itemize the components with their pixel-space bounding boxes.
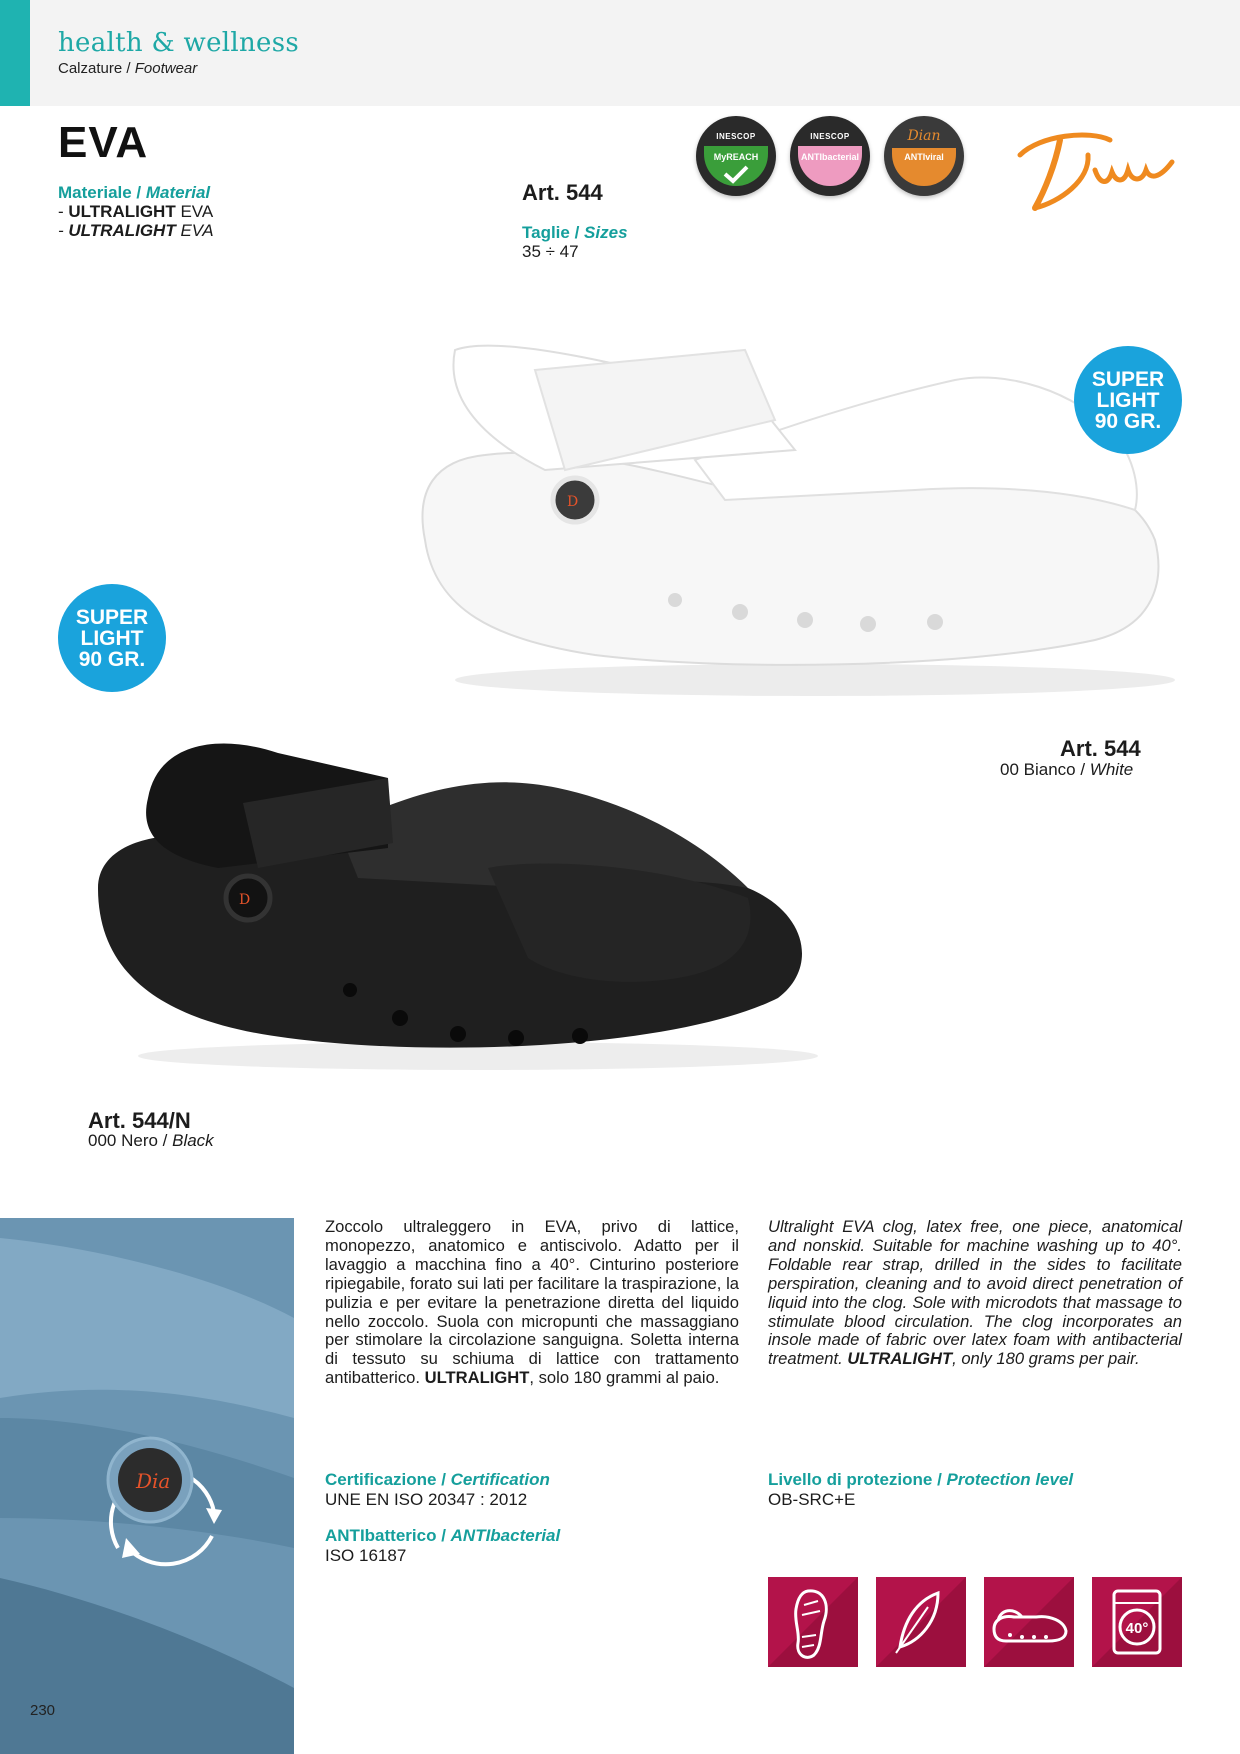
feather-light-icon	[876, 1577, 966, 1667]
black-color: 000 Nero / Black	[88, 1131, 214, 1150]
brand-line: health & wellness	[58, 28, 300, 58]
certification-label: Certificazione / Certification	[325, 1470, 550, 1489]
svg-text:Dia: Dia	[136, 1469, 171, 1493]
antibacterial-value: ISO 16187	[325, 1546, 407, 1565]
description-italian: Zoccolo ultraleggero in EVA, privo di lattice, monopezzo, anatomico e antiscivolo. Adatto per il lavaggio a macchina fino a 40°. Cinturino posteriore ripiegabile, forato sui lati per facilitare la traspirazione, la pulizia e per evitare la penetrazione diretta del liquido nello zoccolo. Suola con micropunti che massaggiano per stimolare la circolazione sanguigna. Soletta interna di tessuto su schiuma di lattice con trattamento antibatterico. ULTRALIGHT, solo 180 grammi al paio.	[325, 1217, 739, 1388]
protection-value: OB-SRC+E	[768, 1490, 856, 1509]
protection-label: Livello di protezione / Protection level	[768, 1470, 1074, 1489]
strap-detail-image	[0, 1218, 294, 1754]
antibacterial-label: ANTIbatterico / ANTIbacterial	[325, 1526, 561, 1545]
super-light-badge: SUPER LIGHT 90 GR.	[1074, 346, 1182, 454]
white-clog-image	[395, 340, 1185, 700]
black-clog-image	[58, 738, 828, 1078]
washing-machine-40-icon	[1092, 1577, 1182, 1667]
foldable-strap-icon	[984, 1577, 1074, 1667]
article-number: Art. 544	[522, 180, 603, 205]
section-tab	[0, 0, 30, 106]
white-color: 00 Bianco / White	[1000, 760, 1134, 779]
black-article: Art. 544/N	[88, 1108, 191, 1133]
certification-value: UNE EN ISO 20347 : 2012	[325, 1490, 528, 1509]
dian-logo	[1000, 110, 1180, 220]
product-title: EVA	[58, 118, 149, 167]
svg-text:D: D	[567, 494, 579, 510]
inescop-antibacterial-badge: INESCOP ANTIbacterial	[790, 116, 870, 196]
sole-grip-icon	[768, 1577, 858, 1667]
sizes-value: 35 ÷ 47	[522, 242, 579, 261]
white-article: Art. 544	[1060, 736, 1141, 761]
check-icon	[722, 164, 750, 184]
description-english: Ultralight EVA clog, latex free, one piece, anatomical and nonskid. Suitable for machine washing up to 40°. Foldable rear strap, drilled in the sides to facilitate perspiration, cleaning and to avoid direct penetration of liquid into the clog. Sole with microdots that massage to stimulate blood circulation. The clog incorporates an insole made of fabric over latex foam with antibacterial treatment. ULTRALIGHT, only 180 grams per pair.	[768, 1217, 1182, 1369]
section-subtitle: Calzature / Footwear	[58, 60, 198, 77]
material-values: - ULTRALIGHT EVA - ULTRALIGHT EVA	[58, 202, 214, 240]
svg-text:D: D	[239, 892, 251, 908]
super-light-badge: SUPER LIGHT 90 GR.	[58, 584, 166, 692]
washer-temp-label: 40°	[1125, 1620, 1149, 1637]
sizes-label: Taglie / Sizes	[522, 223, 628, 242]
page-number: 230	[30, 1702, 56, 1719]
dian-antiviral-badge: Dian ANTIviral	[884, 116, 964, 196]
inescop-myreach-badge: INESCOP MyREACH	[696, 116, 776, 196]
material-label: Materiale / Material	[58, 183, 211, 202]
